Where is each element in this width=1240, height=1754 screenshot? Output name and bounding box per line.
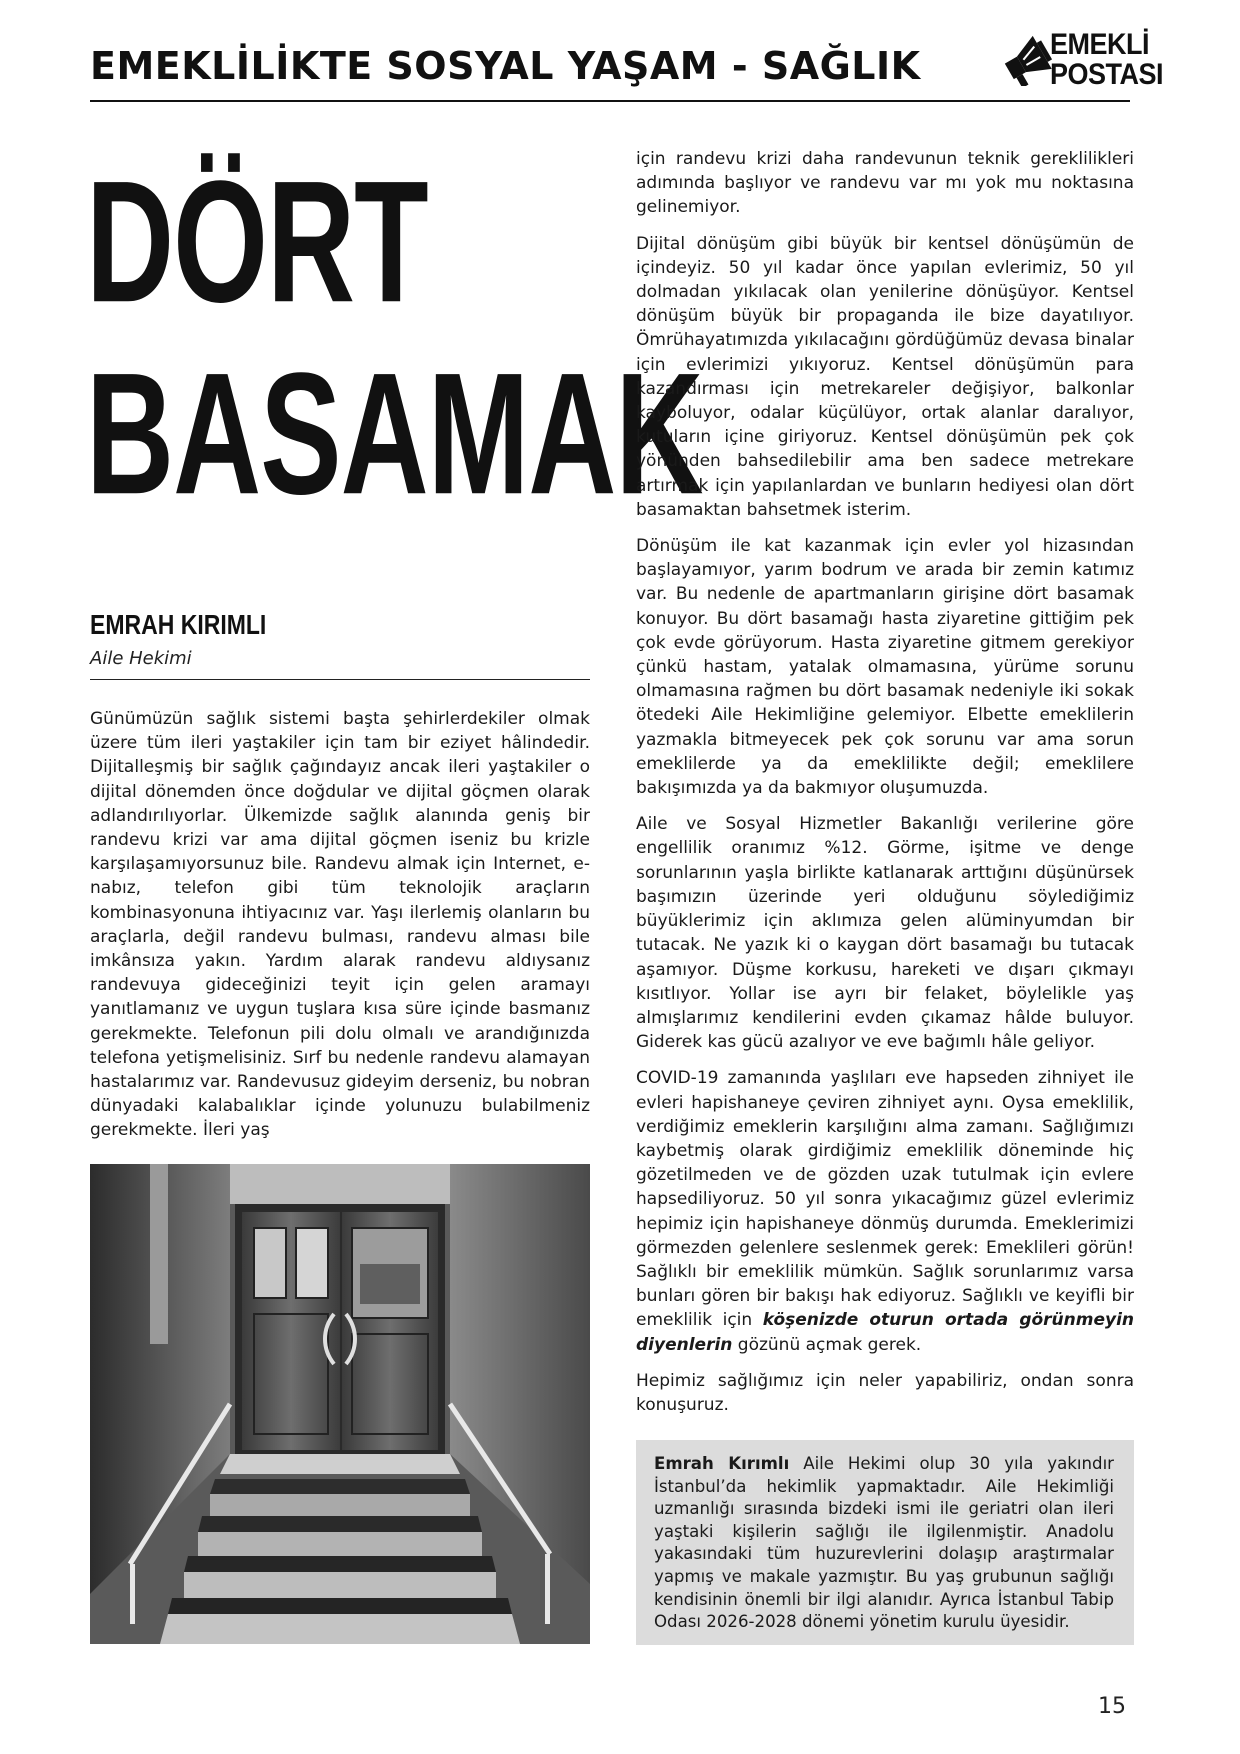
apartment-entrance-photo — [90, 1164, 590, 1644]
body-text: gözünü açmak gerek. — [737, 1334, 922, 1355]
headline-line-2: BASAMAK — [86, 337, 703, 531]
headline-line-1: DÖRT — [86, 145, 428, 339]
body-paragraph: Günümüzün sağlık sistemi başta şehirlerdekiler olmak üzere tüm ileri yaştakiler için tam bir eziyet hâlindedir. Dijitalleşmiş bir sağlık çağındayız ancak ileri yaştakiler o dijital dönemden önce doğdular ve dijital göçmen olarak adlandırılıyorlar. Ülkemizde sağlık alanında geniş bir randevu krizi var ama dijital göçmen iseniz bu krizle karşılaşamıyorsunuz bile. Randevu almak için Internet, e-nabız, telefon gibi tüm teknolojik araçların kombinasyonuna ihtiyacınız var. Yaşı ilerlemiş olanların bu araçlarla, değil randevu bulması, randevu alması bile imkânsıza yakın. Yardım alarak randevu aldıysanız randevuya gideceğinizi teyit için gelen aramayı yanıtlamanız ve uygun tuşlara kısa süre içinde basmanız gerekmekte. Telefonun pili dolu olmalı ve arandığınızda telefona yetişmelisiniz. Sırf bu nedenle randevu alamayan hastalarımız var. Randevusuz gideyim derseniz, bu nobran dünyadaki kalabalıklar içinde yolunuzu bulabilmeniz gerekmekte. İleri yaş — [90, 709, 590, 1141]
logo-line-1: EMEKLİ — [1050, 27, 1150, 61]
page-number: 15 — [1098, 1694, 1126, 1719]
header-divider — [90, 100, 1130, 102]
body-paragraph: Dönüşüm ile kat kazanmak için evler yol hizasından başlayamıyor, yarım bodrum ve arada bir zemin katımız var. Bu nedenle de apartmanların girişine dört basamak konuyor. Bu dört basamağı hasta ziyaretine gittiğim pek çok evde görüyorum. Hasta ziyaretine gitmem gerekiyor çünkü hastam, yatalak olmamasına, yürüme sorunu olmamasına rağmen bu dört basamak nedeniyle iki sokak ötedeki Aile Hekimliğine gelemiyor. Elbette emeklilerin yazmakla bitmeyecek pek çok sorunu var ama sorun emeklilerde ya da emeklilikte değil; emeklilere bakışımızda ya da bakmıyor oluşumuzda. — [636, 536, 1134, 799]
author-bio-box — [636, 1440, 1134, 1645]
body-text: COVID-19 zamanında yaşlıları eve hapseden zihniyet ile evleri hapishaneye çeviren zihniyet aynı. Oysa emeklilik, verdiğimiz emeklerin karşılığını alma zamanı. Sağlığımızı kaybetmiş olarak girdiğimiz emeklilik döneminde hiç gözetilmeden ve de gözden uzak tutulmak için evlere hapsediliyoruz. 50 yıl sonra yıkacağımız güzel evlerimiz hepimiz için hapishaneye dönmüş durumda. Emeklerimizi görmezden gelenlere seslenmek gerek: Emeklileri görün! Sağlıklı bir emeklilik mümkün. Sağlık sorunlarımız varsa bunları gören bir bakışı hak ediyoruz. Sağlıklı ve keyifli bir emeklilik için — [636, 1068, 1134, 1331]
megaphone-icon — [1000, 34, 1054, 86]
section-title: EMEKLİLİKTE SOSYAL YAŞAM - SAĞLIK — [90, 44, 921, 88]
body-paragraph: Aile ve Sosyal Hizmetler Bakanlığı verilerine göre engellilik oranımız %12. Görme, işitme ve denge sorunlarının yaşla birlikte katlanarak arttığını düşünürsek başımızın üzerinde yeri olduğunu söylediğimiz büyüklerimiz için aklımıza gelen alüminyumdan bir tutacak. Ne yazık ki o kaygan dört basamağı bu tutacak aşamıyor. Düşme korkusu, hareketi ve dışarı çıkmayı kısıtlıyor. Yollar ise ayrı bir felaket, böylelikle yaş almışlarımız kendilerini evden çıkamaz hâlde buluyor. Giderek kas gücü azalıyor ve eve bağımlı hâle geliyor. — [636, 814, 1134, 1053]
body-paragraph: için randevu krizi daha randevunun teknik gereklilikleri adımında başlıyor ve randevu var mı yok mu noktasına gelinemiyor. — [636, 149, 1134, 218]
logo-line-2: POSTASI — [1050, 57, 1164, 91]
bio-description: Aile Hekimi olup 30 yıla yakındır İstanbul’da hekimlik yapmaktadır. Aile Hekimliği uzmanlığı sırasında bizdeki ismi ile geriatri olan ileri yaştaki kişilerin sağlığı ile ilgilenmiştir. Anadolu yakasındaki tüm huzurevlerini dolaşıp araştırmalar yapmış ve makale yazmıştır. Bu yaş grubunun sağlığı kendisinin önemli bir ilgi alanıdır. Ayrıca İstanbul Tabip Odası 2026-2028 dönemi yönetim kurulu üyesidir. — [654, 1454, 1114, 1632]
body-paragraph: Hepimiz sağlığımız için neler yapabiliriz, ondan sonra konuşuruz. — [636, 1370, 1134, 1415]
body-paragraph: Dijital dönüşüm gibi büyük bir kentsel dönüşümün de içindeyiz. 50 yıl kadar önce yapılan evlerimiz, 50 yıl dolmadan yıkılacak olan yenilerine dönüşüyor. Kentsel dönüşüm büyük bir propaganda ile bize dayatılıyor. Ömrühayatımızda yıkılacağını gördüğümüz devasa binalar için evlerimizi yıkıyoruz. Kentsel dönüşümün para kazandırması için metrekareler değişiyor, balkonlar kayboluyor, odalar küçülüyor, ortak alanlar daralıyor, kutuların içine giriyoruz. Kentsel dönüşümün pek çok yönünden bahsedilebilir ama ben sadece metrekare artırmak için yapılanlardan ve bunların hediyesi olan dört basamaktan bahsetmek isterim. — [636, 233, 1134, 520]
article-column-1 — [90, 707, 590, 1155]
author-divider — [90, 679, 590, 680]
author-bio-text — [654, 1453, 1114, 1634]
author-role: Aile Hekimi — [90, 648, 192, 669]
bio-author-name: Emrah Kırımlı — [654, 1454, 790, 1473]
author-name: EMRAH KIRIMLI — [90, 609, 267, 641]
body-paragraph — [636, 1066, 1134, 1356]
emekli-postasi-logo — [1000, 27, 1164, 96]
emphasized-quote: köşenizde oturun ortada görünmeyin diyenlerin — [636, 1310, 1135, 1355]
article-column-2 — [636, 147, 1134, 1429]
